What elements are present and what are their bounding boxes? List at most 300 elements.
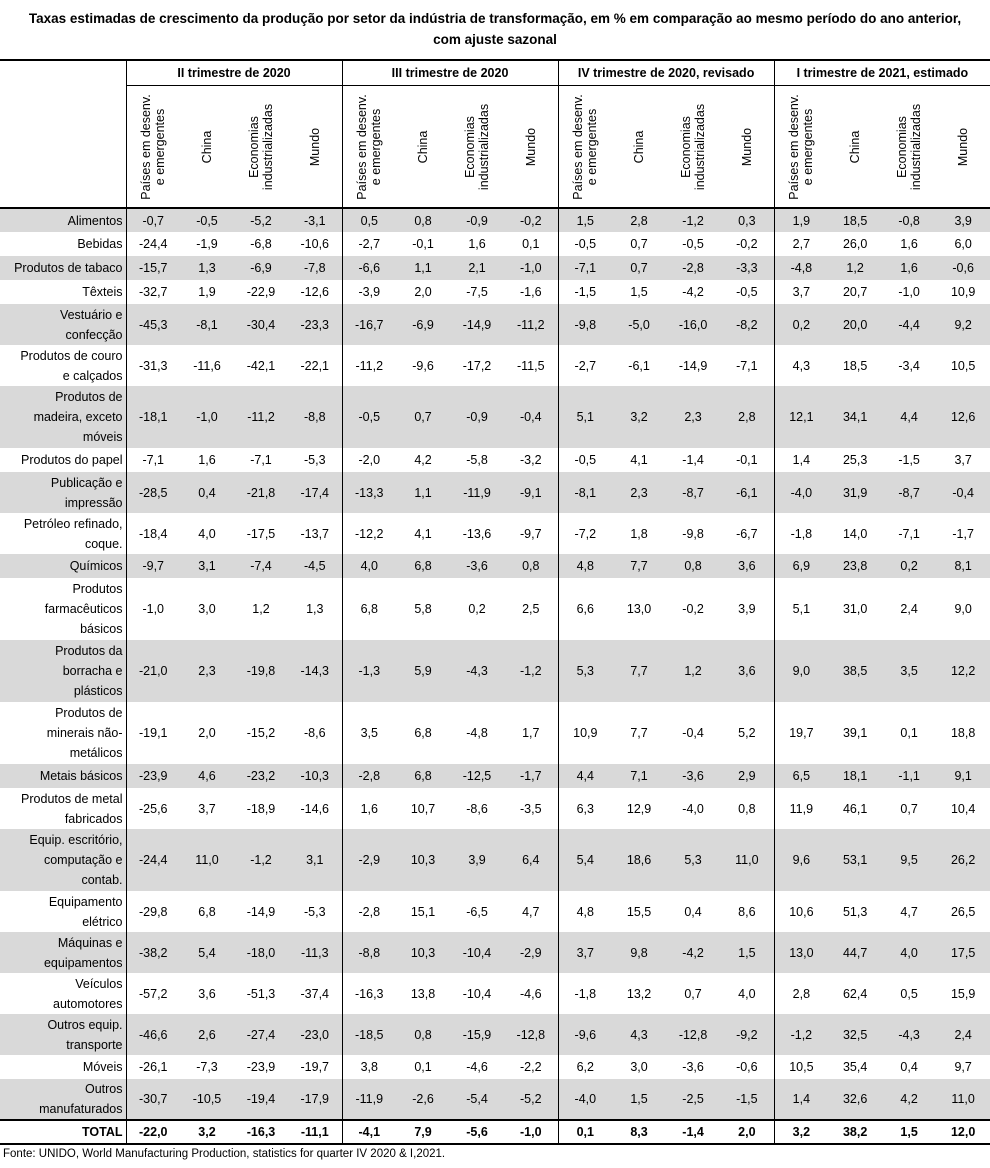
value-cell: 4,0 xyxy=(882,932,936,973)
sector-label-line: Produtos de xyxy=(55,706,123,720)
value-cell: -1,2 xyxy=(666,208,720,232)
value-cell: 4,3 xyxy=(774,345,828,386)
value-cell: -2,6 xyxy=(396,1079,450,1120)
sector-label xyxy=(0,932,126,973)
value-cell: -8,8 xyxy=(342,932,396,973)
value-cell: 6,2 xyxy=(558,1055,612,1079)
value-cell: -13,7 xyxy=(300,526,329,541)
value-cell: 4,0 xyxy=(738,986,756,1001)
value-cell: -11,3 xyxy=(288,932,342,973)
value-cell: 0,7 xyxy=(900,801,918,816)
value-cell: -3,6 xyxy=(666,764,720,788)
region-header xyxy=(234,86,288,209)
value-cell: -16,7 xyxy=(342,304,396,345)
value-cell: -30,4 xyxy=(234,304,288,345)
value-cell: -4,6 xyxy=(466,1060,488,1074)
value-cell: 6,9 xyxy=(774,554,828,578)
total-value-cell: -5,6 xyxy=(450,1120,504,1144)
value-cell: 13,8 xyxy=(410,986,436,1001)
sector-label xyxy=(0,891,126,932)
value-cell: 6,8 xyxy=(342,578,396,640)
value-cell: -3,5 xyxy=(520,801,542,816)
value-cell: 0,5 xyxy=(900,986,918,1001)
value-cell: 4,2 xyxy=(882,1079,936,1120)
region-header-line: Mundo xyxy=(956,127,971,166)
value-cell: -10,4 xyxy=(462,986,492,1001)
value-cell: 9,8 xyxy=(612,932,666,973)
sector-label xyxy=(0,386,126,448)
value-cell: 20,0 xyxy=(828,304,882,345)
value-cell: -9,6 xyxy=(412,358,434,373)
value-cell: -10,5 xyxy=(180,1079,234,1120)
value-cell: 17,5 xyxy=(936,932,990,973)
table-row xyxy=(0,304,990,345)
value-cell: 15,5 xyxy=(626,904,652,919)
value-cell: -2,9 xyxy=(504,932,558,973)
value-cell: -9,7 xyxy=(520,526,542,541)
value-cell: 18,8 xyxy=(950,726,976,740)
value-cell: -4,0 xyxy=(682,801,704,816)
value-cell: -9,8 xyxy=(682,526,704,541)
value-cell: -3,1 xyxy=(288,208,342,232)
sector-label-line: Produtos de tabaco xyxy=(14,261,123,275)
value-cell: -19,8 xyxy=(234,640,288,702)
value-cell: 4,3 xyxy=(612,1014,666,1055)
value-cell: 2,9 xyxy=(720,764,774,788)
value-cell: 26,0 xyxy=(842,237,868,251)
value-cell: -6,8 xyxy=(250,237,272,251)
region-header xyxy=(720,86,774,209)
value-cell: 11,9 xyxy=(774,788,828,829)
value-cell: -8,6 xyxy=(303,726,326,740)
value-cell: -12,6 xyxy=(300,285,329,299)
value-cell: 2,8 xyxy=(774,973,828,1014)
sector-label xyxy=(0,764,126,788)
value-cell: 20,7 xyxy=(842,285,868,299)
sector-label xyxy=(0,788,126,829)
value-cell: 0,5 xyxy=(342,208,396,232)
value-cell: 46,1 xyxy=(842,801,868,816)
value-cell: -1,8 xyxy=(558,973,612,1014)
sector-label-line: minerais não- xyxy=(46,726,123,740)
value-cell: -6,6 xyxy=(342,256,396,280)
value-cell: 6,8 xyxy=(198,904,216,919)
total-row xyxy=(0,1120,990,1144)
value-cell: 2,0 xyxy=(198,726,216,740)
value-cell: 1,2 xyxy=(828,256,882,280)
value-cell: -1,1 xyxy=(882,764,936,788)
value-cell: 4,1 xyxy=(414,526,432,541)
value-cell: 3,2 xyxy=(612,386,666,448)
value-cell: -8,1 xyxy=(558,472,612,513)
value-cell: -8,7 xyxy=(882,472,936,513)
value-cell: -2,8 xyxy=(666,256,720,280)
total-value-cell: 12,0 xyxy=(936,1120,990,1144)
sector-label-line: Petróleo refinado, xyxy=(23,516,123,531)
value-cell: 10,5 xyxy=(774,1055,828,1079)
total-value-cell: -11,1 xyxy=(288,1120,342,1144)
value-cell: 0,8 xyxy=(666,554,720,578)
table-row xyxy=(0,891,990,932)
value-cell: 7,7 xyxy=(612,554,666,578)
value-cell: -0,9 xyxy=(450,386,504,448)
value-cell: -23,3 xyxy=(288,304,342,345)
value-cell: 1,4 xyxy=(774,1079,828,1120)
table-row xyxy=(0,386,990,448)
region-header xyxy=(612,86,666,209)
sector-label-line: Produtos xyxy=(72,582,123,596)
region-header-line: industrializadas xyxy=(477,103,492,190)
sector-label xyxy=(0,640,126,702)
value-cell: -2,0 xyxy=(342,448,396,472)
value-cell: 5,4 xyxy=(558,829,612,891)
value-cell: 2,8 xyxy=(612,208,666,232)
value-cell: 6,8 xyxy=(414,726,432,740)
table-row xyxy=(0,256,990,280)
sector-label-line: impressão xyxy=(64,495,123,510)
value-cell: 5,3 xyxy=(558,640,612,702)
value-cell: -3,9 xyxy=(342,280,396,304)
value-cell: -18,1 xyxy=(126,386,180,448)
value-cell: -23,9 xyxy=(126,764,180,788)
value-cell: -22,1 xyxy=(300,358,329,373)
sector-label xyxy=(0,513,126,554)
value-cell: -0,2 xyxy=(504,208,558,232)
value-cell: 6,5 xyxy=(774,764,828,788)
value-cell: -6,1 xyxy=(720,472,774,513)
value-cell: 3,7 xyxy=(954,453,972,467)
region-header xyxy=(396,86,450,209)
sector-label-line: Outros equip. xyxy=(47,1017,123,1032)
region-header-line: e emergentes xyxy=(801,108,816,185)
value-cell: -7,1 xyxy=(126,448,180,472)
value-cell: 11,0 xyxy=(936,1079,990,1120)
value-cell: -22,9 xyxy=(246,285,276,299)
total-value-cell: 2,0 xyxy=(720,1120,774,1144)
value-cell: -8,6 xyxy=(466,801,488,816)
value-cell: -25,6 xyxy=(126,788,180,829)
value-cell: -11,5 xyxy=(517,358,545,373)
sector-label-line: Metais básicos xyxy=(39,769,123,783)
value-cell: 1,6 xyxy=(468,237,486,251)
value-cell: 0,4 xyxy=(900,1060,918,1074)
value-cell: 1,6 xyxy=(900,237,918,251)
value-cell: -0,7 xyxy=(126,208,180,232)
value-cell: 6,8 xyxy=(396,554,450,578)
value-cell: -0,6 xyxy=(736,1060,758,1074)
value-cell: 10,9 xyxy=(950,285,976,299)
value-cell: -11,2 xyxy=(504,304,558,345)
value-cell: 32,6 xyxy=(828,1079,882,1120)
value-cell: -5,2 xyxy=(234,208,288,232)
value-cell: -23,2 xyxy=(234,764,288,788)
value-cell: -2,8 xyxy=(342,764,396,788)
total-value-cell: -4,1 xyxy=(342,1120,396,1144)
value-cell: 3,0 xyxy=(198,602,216,616)
value-cell: 2,5 xyxy=(522,602,540,616)
value-cell: -19,7 xyxy=(300,1060,329,1074)
value-cell: -12,8 xyxy=(666,1014,720,1055)
value-cell: 18,1 xyxy=(828,764,882,788)
value-cell: -11,9 xyxy=(342,1079,396,1120)
value-cell: -14,9 xyxy=(678,358,708,373)
value-cell: 1,2 xyxy=(252,602,270,616)
value-cell: -4,3 xyxy=(450,640,504,702)
table-row xyxy=(0,702,990,764)
value-cell: 5,9 xyxy=(396,640,450,702)
region-header-line: Mundo xyxy=(523,127,538,166)
value-cell: 12,1 xyxy=(774,386,828,448)
value-cell: 10,3 xyxy=(396,829,450,891)
value-cell: -2,5 xyxy=(666,1079,720,1120)
value-cell: -2,9 xyxy=(342,829,396,891)
value-cell: -2,7 xyxy=(342,232,396,256)
value-cell: -4,0 xyxy=(774,472,828,513)
value-cell: 3,9 xyxy=(450,829,504,891)
value-cell: -1,9 xyxy=(196,237,218,251)
region-header-line: industrializadas xyxy=(909,103,924,190)
sector-label-line: plásticos xyxy=(73,684,123,698)
table-row xyxy=(0,472,990,513)
value-cell: -1,0 xyxy=(180,386,234,448)
value-cell: -0,1 xyxy=(736,453,758,467)
value-cell: 1,6 xyxy=(882,256,936,280)
value-cell: 1,5 xyxy=(612,1079,666,1120)
value-cell: -0,5 xyxy=(736,285,758,299)
sector-label-line: Equipamento xyxy=(48,894,123,909)
region-header-line: e emergentes xyxy=(153,108,168,185)
total-label: TOTAL xyxy=(0,1120,126,1144)
value-cell: -15,9 xyxy=(450,1014,504,1055)
value-cell: 5,2 xyxy=(738,726,756,740)
value-cell: -15,2 xyxy=(246,726,276,740)
value-cell: 15,9 xyxy=(950,986,976,1001)
sector-label-line: contab. xyxy=(81,873,123,887)
value-cell: -29,8 xyxy=(126,891,180,932)
value-cell: 11,0 xyxy=(720,829,774,891)
quarter-header: IV trimestre de 2020, revisado xyxy=(558,60,774,86)
value-cell: -18,0 xyxy=(234,932,288,973)
value-cell: -6,7 xyxy=(736,526,758,541)
value-cell: -19,1 xyxy=(126,702,180,764)
value-cell: 3,1 xyxy=(180,554,234,578)
sector-label-line: Produtos de metal xyxy=(21,791,123,806)
sector-label xyxy=(0,208,126,232)
sector-label-line: Bebidas xyxy=(77,237,123,251)
value-cell: 5,4 xyxy=(180,932,234,973)
table-row xyxy=(0,448,990,472)
sector-label-line: confecção xyxy=(65,327,123,342)
value-cell: 0,8 xyxy=(396,208,450,232)
value-cell: 0,7 xyxy=(630,237,648,251)
region-header xyxy=(450,86,504,209)
value-cell: 4,4 xyxy=(558,764,612,788)
value-cell: 6,8 xyxy=(396,764,450,788)
value-cell: 26,2 xyxy=(936,829,990,891)
value-cell: 31,0 xyxy=(842,602,868,616)
value-cell: -11,2 xyxy=(234,386,288,448)
value-cell: 4,8 xyxy=(558,554,612,578)
table-row xyxy=(0,513,990,554)
value-cell: -6,5 xyxy=(466,904,488,919)
region-header xyxy=(774,86,828,209)
value-cell: 8,1 xyxy=(936,554,990,578)
value-cell: -9,8 xyxy=(558,304,612,345)
region-header-line: China xyxy=(416,130,431,163)
value-cell: -6,1 xyxy=(628,358,650,373)
value-cell: -1,8 xyxy=(774,513,828,554)
value-cell: 8,6 xyxy=(738,904,756,919)
value-cell: 0,4 xyxy=(180,472,234,513)
value-cell: 10,3 xyxy=(396,932,450,973)
value-cell: 15,1 xyxy=(410,904,436,919)
value-cell: 2,3 xyxy=(180,640,234,702)
value-cell: 9,1 xyxy=(936,764,990,788)
value-cell: -30,7 xyxy=(126,1079,180,1120)
value-cell: 0,1 xyxy=(414,1060,432,1074)
value-cell: 0,1 xyxy=(522,237,540,251)
sector-label xyxy=(0,702,126,764)
value-cell: -3,3 xyxy=(720,256,774,280)
sector-label-line: automotores xyxy=(53,996,123,1011)
value-cell: -26,1 xyxy=(126,1055,180,1079)
region-header-line: China xyxy=(200,130,214,163)
total-value-cell: 0,1 xyxy=(558,1120,612,1144)
value-cell: 3,7 xyxy=(774,280,828,304)
value-cell: 26,5 xyxy=(950,904,976,919)
sector-label xyxy=(0,256,126,280)
value-cell: -28,5 xyxy=(126,472,180,513)
value-cell: 62,4 xyxy=(842,986,868,1001)
value-cell: -51,3 xyxy=(246,986,276,1001)
value-cell: 35,4 xyxy=(842,1060,868,1074)
value-cell: 10,6 xyxy=(774,891,828,932)
region-header-line: Mundo xyxy=(307,127,322,166)
value-cell: 2,3 xyxy=(666,386,720,448)
region-header xyxy=(936,86,990,209)
value-cell: 4,7 xyxy=(522,904,540,919)
value-cell: 3,7 xyxy=(198,801,216,816)
region-header-line: e emergentes xyxy=(369,108,384,185)
value-cell: 0,7 xyxy=(612,256,666,280)
value-cell: 12,2 xyxy=(936,640,990,702)
value-cell: -7,1 xyxy=(736,358,758,373)
value-cell: 12,6 xyxy=(936,386,990,448)
value-cell: -0,2 xyxy=(736,237,758,251)
value-cell: 3,9 xyxy=(738,602,756,616)
sector-label xyxy=(0,578,126,640)
value-cell: 4,2 xyxy=(414,453,432,467)
value-cell: 5,3 xyxy=(666,829,720,891)
region-header xyxy=(180,86,234,209)
value-cell: -6,9 xyxy=(234,256,288,280)
value-cell: 25,3 xyxy=(842,453,868,467)
value-cell: 9,2 xyxy=(936,304,990,345)
value-cell: 10,9 xyxy=(558,702,612,764)
value-cell: -8,2 xyxy=(720,304,774,345)
region-header xyxy=(504,86,558,209)
value-cell: 0,1 xyxy=(900,726,918,740)
value-cell: 4,6 xyxy=(180,764,234,788)
value-cell: 4,8 xyxy=(558,891,612,932)
table-title: Taxas estimadas de crescimento da produção por setor da indústria de transformação, em % em comparação ao mesmo período do ano anterior, com ajuste sazonal xyxy=(28,11,962,47)
value-cell: -0,6 xyxy=(936,256,990,280)
region-header xyxy=(288,86,342,209)
sector-label-line: Publicação e xyxy=(50,475,123,490)
value-cell: 3,6 xyxy=(720,554,774,578)
table-row xyxy=(0,232,990,256)
table-row xyxy=(0,764,990,788)
value-cell: -7,8 xyxy=(288,256,342,280)
region-header-line: Países em desenv. xyxy=(787,93,802,200)
value-cell: 3,0 xyxy=(630,1060,648,1074)
value-cell: -19,4 xyxy=(234,1079,288,1120)
value-cell: -17,4 xyxy=(288,472,342,513)
value-cell: -27,4 xyxy=(234,1014,288,1055)
value-cell: -42,1 xyxy=(246,358,276,373)
value-cell: 2,7 xyxy=(774,232,828,256)
value-cell: 3,6 xyxy=(198,986,216,1001)
sector-label xyxy=(0,973,126,1014)
sector-label-line: metálicos xyxy=(69,746,123,760)
region-header-line: Economias xyxy=(895,115,910,178)
value-cell: 4,7 xyxy=(900,904,918,919)
sector-label-line: Vestuário e xyxy=(59,307,123,322)
value-cell: -18,4 xyxy=(126,513,180,554)
total-value-cell: -1,4 xyxy=(666,1120,720,1144)
value-cell: -1,7 xyxy=(504,764,558,788)
value-cell: 2,6 xyxy=(180,1014,234,1055)
value-cell: -4,3 xyxy=(882,1014,936,1055)
value-cell: 39,1 xyxy=(842,726,868,740)
value-cell: -4,2 xyxy=(682,285,704,299)
table-row xyxy=(0,788,990,829)
sector-label-line: transporte xyxy=(66,1037,123,1052)
value-cell: 19,7 xyxy=(774,702,828,764)
value-cell: 13,0 xyxy=(774,932,828,973)
source-footnote: Fonte: UNIDO, World Manufacturing Production, statistics for quarter IV 2020 & I,2021. xyxy=(3,1148,446,1160)
value-cell: 3,5 xyxy=(882,640,936,702)
value-cell: -12,8 xyxy=(504,1014,558,1055)
value-cell: -31,3 xyxy=(126,345,180,386)
sector-label-line: elétrico xyxy=(82,914,123,929)
value-cell: -13,6 xyxy=(462,526,492,541)
value-cell: -14,6 xyxy=(300,801,329,816)
value-cell: 18,5 xyxy=(842,358,868,373)
value-cell: -38,2 xyxy=(126,932,180,973)
value-cell: -7,4 xyxy=(234,554,288,578)
value-cell: -10,6 xyxy=(300,237,329,251)
value-cell: 4,4 xyxy=(882,386,936,448)
value-cell: -1,0 xyxy=(126,578,180,640)
value-cell: 1,9 xyxy=(198,285,216,299)
value-cell: 0,7 xyxy=(396,386,450,448)
value-cell: -7,2 xyxy=(558,513,612,554)
value-cell: -9,1 xyxy=(504,472,558,513)
region-header-line: industrializadas xyxy=(693,103,708,190)
value-cell: -0,5 xyxy=(180,208,234,232)
sector-label xyxy=(0,1055,126,1079)
value-cell: -1,2 xyxy=(504,640,558,702)
value-cell: 14,0 xyxy=(842,526,868,541)
value-cell: 0,2 xyxy=(774,304,828,345)
value-cell: 2,0 xyxy=(414,285,432,299)
value-cell: 3,7 xyxy=(558,932,612,973)
value-cell: -11,2 xyxy=(342,345,396,386)
value-cell: 10,4 xyxy=(950,801,976,816)
value-cell: -3,2 xyxy=(520,453,542,467)
value-cell: -4,8 xyxy=(466,726,488,740)
